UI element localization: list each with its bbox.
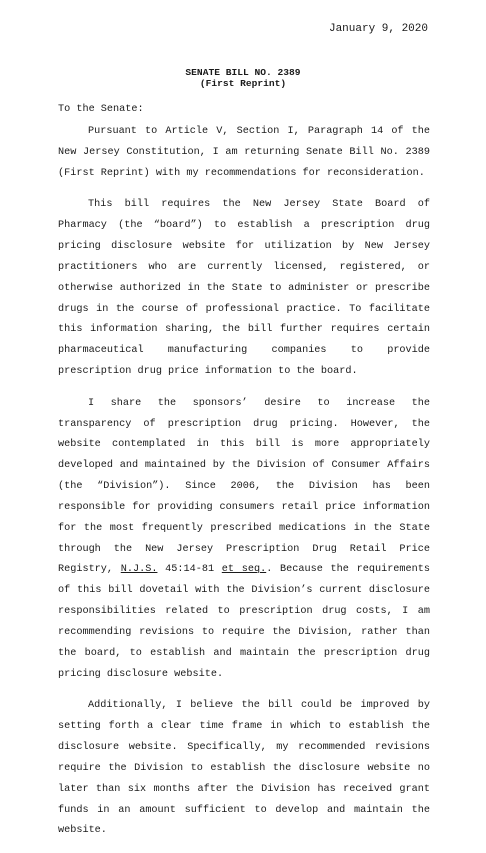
paragraph-authority: Pursuant to Article V, Section I, Paragraph 14 of the New Jersey Constitution, I am returning Senate Bill No. 2389 (First Reprint) with my recommendations for reconsideration. — [58, 126, 430, 179]
bill-title — [0, 67, 486, 89]
bill-reprint: (First Reprint) — [199, 78, 287, 89]
paragraph-bill-summary: This bill requires the New Jersey State Board of Pharmacy (the “board”) to establish a prescription drug pricing disclosure website for utilization by New Jersey practitioners who are currently licensed, registered, or otherwise authorized in the State to administer or prescribe drugs in the course of professional practice. To facilitate this information sharing, the bill further requires certain pharmaceutical manufacturing companies to provide prescription drug price information to the board. — [58, 199, 430, 378]
salutation: To the Senate: — [58, 104, 144, 115]
paragraph-text: 45:14-81 — [157, 564, 222, 576]
letter-date: January 9, 2020 — [328, 23, 428, 35]
et-seq-citation: et seq. — [221, 564, 267, 576]
paragraph-timeframe: Additionally, I believe the bill could be improved by setting forth a clear time frame in which to establish the disclosure website. Specifically, my recommended revisions require the Division to establish the disclosure website no later than six months after the Division has received grant funds in an amount sufficient to develop and maintain the website. — [58, 700, 430, 837]
statute-citation: N.J.S. — [120, 564, 158, 576]
paragraph-recommendation — [58, 394, 430, 686]
paragraph-text: . Because the requirements of this bill dovetail with the Division’s current disclosure responsibilities related to prescription drug costs, I am recommending revisions to require the Division, rather than the board, to establish and maintain the prescription drug pricing disclosure website. — [58, 564, 430, 680]
letter-body — [58, 122, 430, 853]
paragraph-text: I share the sponsors’ desire to increase the transparency of prescription drug pricing. However, the website contemplated in this bill is more appropriately developed and maintained by the Division of Consumer Affairs (the “Division”). Since 2006, the Division has been responsible for providing consumers retail price information for the most frequently prescribed medications in the State through the New Jersey Prescription Drug Retail Price Registry, — [58, 397, 430, 576]
bill-number: SENATE BILL NO. 2389 — [185, 67, 301, 78]
